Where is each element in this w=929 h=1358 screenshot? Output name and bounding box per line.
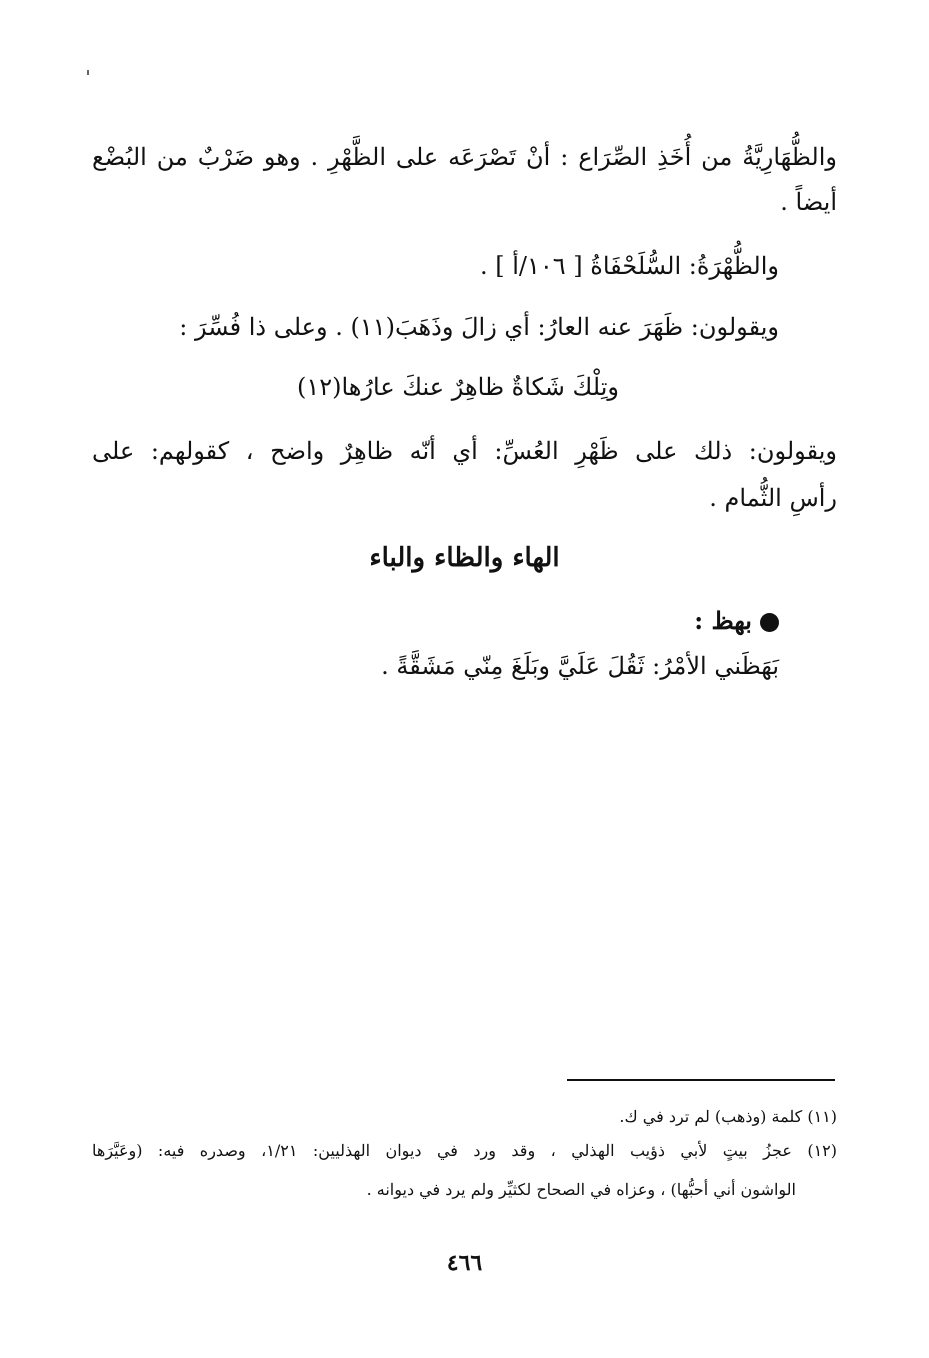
paragraph-zuhariyya-line-1: والظُّهَارِيَّةُ من أُخَذِ الصِّرَاع : أنْ تَصْرَعَه على الظَّهْرِ . وهو ضَرْبٌ من البُضْع: [92, 143, 837, 171]
entry-definition: بَهَظَني الأمْرُ: ثَقُلَ عَلَيَّ وبَلَغَ مِنّي مَشَقَّةً .: [381, 652, 779, 680]
scan-speck: [87, 70, 89, 75]
paragraph-zahr-al-uss-line-1: ويقولون: ذلك على ظَهْرِ العُسِّ: أي أنّه ظاهِرٌ واضح ، كقولهم: على: [92, 437, 837, 465]
bullet-icon: [760, 613, 779, 632]
paragraph-zahr-al-uss-line-2: رأسِ الثُّمام .: [709, 484, 837, 512]
footnote-12-line-1: (١٢) عجزُ بيتٍ لأبي ذؤيب الهذلي ، وقد ورد في ديوان الهذليين: ١/٢١، وصدره فيه: (وعَيَّرَها: [92, 1141, 838, 1160]
entry-headword: [694, 603, 779, 639]
paragraph-zahara-anhu: ويقولون: ظَهَرَ عنه العارُ: أي زالَ وذَهَبَ(١١) . وعلى ذا فُسِّرَ :: [179, 313, 779, 341]
footnote-12-line-2: الواشون أني أحبُّها) ، وعزاه في الصحاح لكثيِّر ولم يرد في ديوانه .: [366, 1180, 796, 1199]
verse-line: وتِلْكَ شَكاةٌ ظاهِرٌ عنكَ عارُها(١٢): [296, 373, 619, 401]
paragraph-zuhra: والظُّهْرَةُ: السُّلَحْفَاةُ [ ١٠٦/أ ] .: [479, 252, 779, 280]
headword-text: بهظ :: [694, 606, 752, 635]
footnote-11: (١١) كلمة (وذهب) لم ترد في ك.: [619, 1107, 837, 1126]
paragraph-zuhariyya-line-2: أيضاً .: [780, 188, 837, 216]
section-heading: الهاء والظاء والباء: [369, 543, 560, 573]
footnote-separator: [567, 1079, 835, 1081]
page-number: ٤٦٦: [446, 1250, 483, 1276]
